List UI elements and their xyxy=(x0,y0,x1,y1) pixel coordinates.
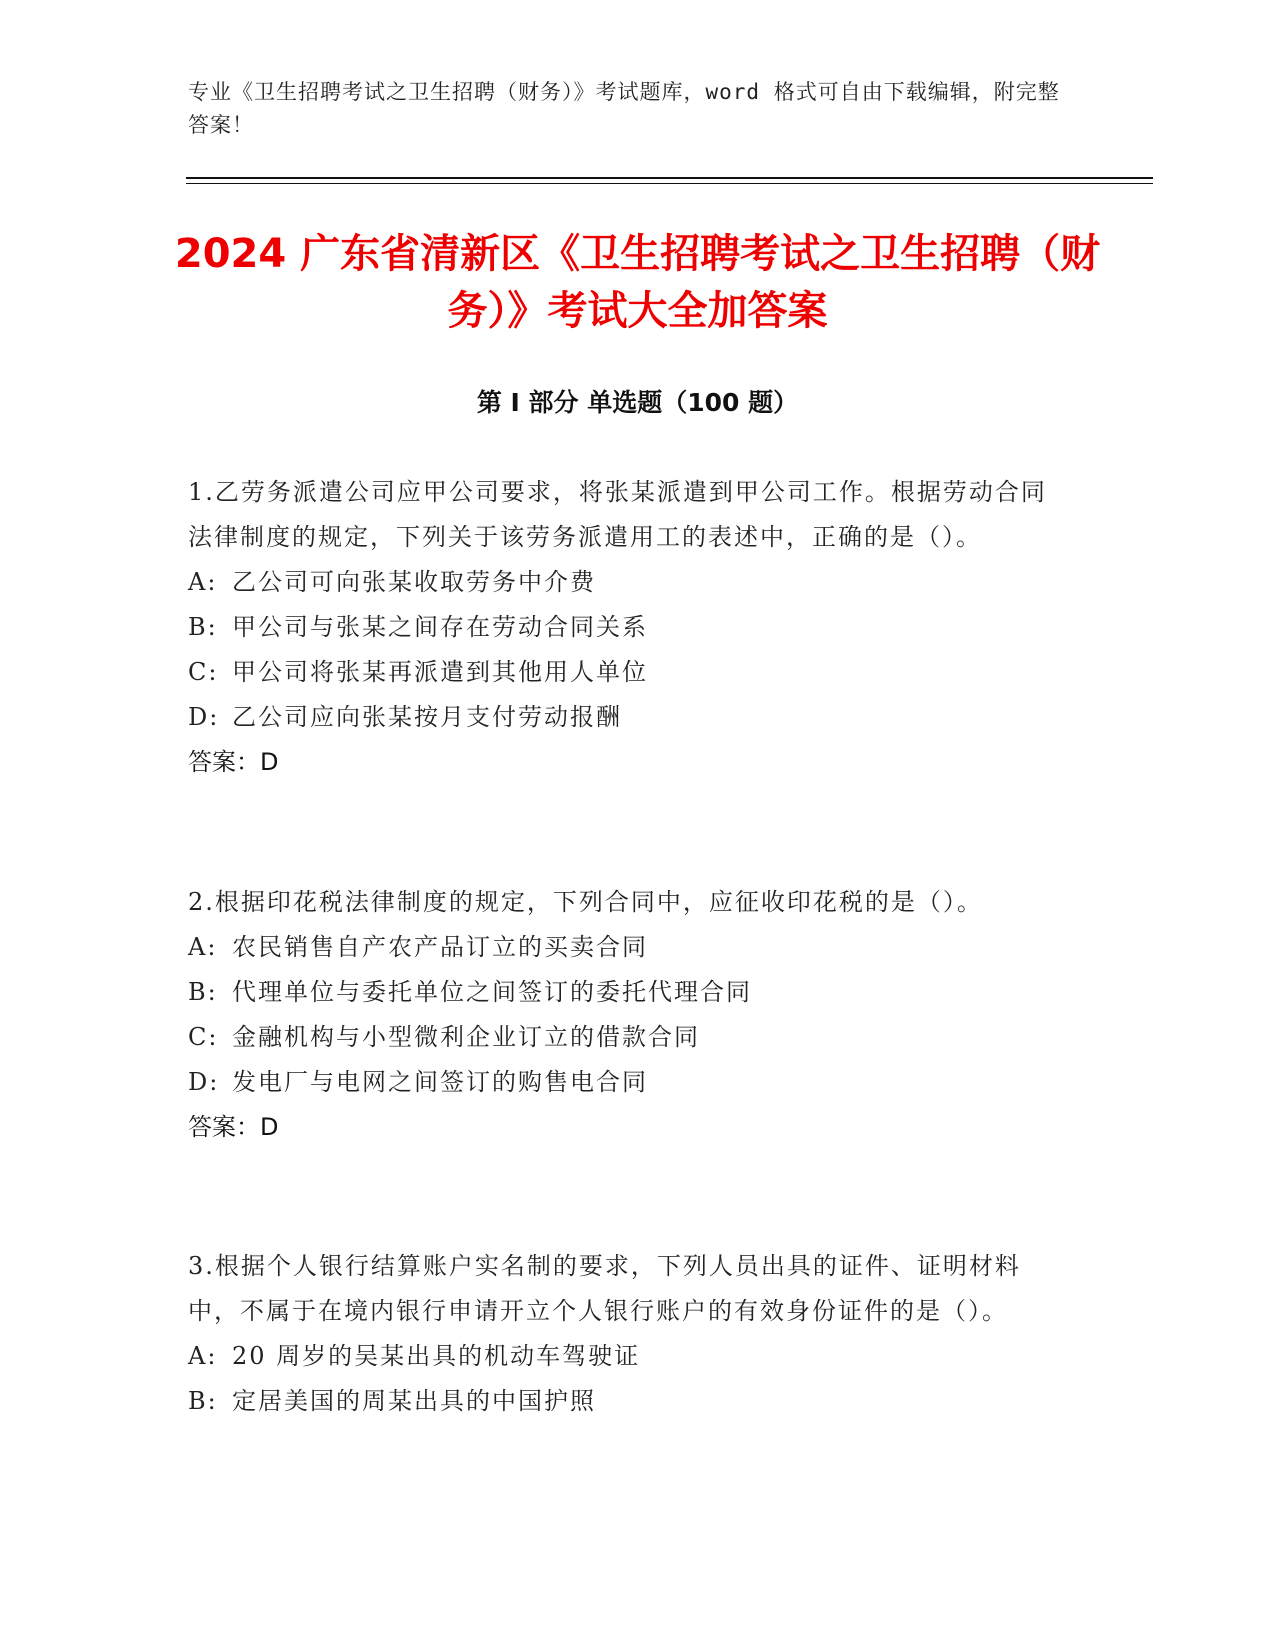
option-text: 甲公司将张某再派遣到其他用人单位 xyxy=(232,658,648,686)
option-text: 农民销售自产农产品订立的买卖合同 xyxy=(232,933,648,961)
option-text: 乙公司可向张某收取劳务中介费 xyxy=(232,568,596,596)
question-stem: 1.乙劳务派遣公司应甲公司要求，将张某派遣到甲公司工作。根据劳动合同法律制度的规定，下列关于该劳务派遣用工的表述中，正确的是（）。 xyxy=(188,478,1047,551)
option-text: 乙公司应向张某按月支付劳动报酬 xyxy=(232,703,622,731)
answer-line: 答案：D xyxy=(188,748,279,776)
header-rule-thin xyxy=(186,183,1153,184)
option-text: 定居美国的周某出具的中国护照 xyxy=(232,1387,596,1415)
option-text: 金融机构与小型微利企业订立的借款合同 xyxy=(232,1023,700,1051)
question-stem: 3.根据个人银行结算账户实名制的要求，下列人员出具的证件、证明材料中，不属于在境内银行申请开立个人银行账户的有效身份证件的是（）。 xyxy=(188,1252,1021,1325)
option-letter: B: xyxy=(188,978,218,1006)
option-letter: D: xyxy=(188,1068,220,1096)
option-c xyxy=(188,1015,1058,1060)
option-letter: B: xyxy=(188,1387,218,1415)
option-letter: A: xyxy=(188,933,218,961)
option-b xyxy=(188,605,1058,650)
option-b xyxy=(188,1379,1058,1424)
document-title: 2024 广东省清新区《卫生招聘考试之卫生招聘（财务）》考试大全加答案 xyxy=(174,231,1101,334)
option-letter: C: xyxy=(188,658,219,686)
option-letter: D: xyxy=(188,703,220,731)
option-a xyxy=(188,1334,1058,1379)
option-text: 20 周岁的吴某出具的机动车驾驶证 xyxy=(232,1342,641,1370)
option-d xyxy=(188,695,1058,740)
option-letter: C: xyxy=(188,1023,219,1051)
question-2 xyxy=(188,880,1058,1150)
option-letter: B: xyxy=(188,613,218,641)
option-c xyxy=(188,650,1058,695)
header-note: 专业《卫生招聘考试之卫生招聘（财务）》考试题库，word 格式可自由下载编辑，附完整答案！ xyxy=(188,80,1060,137)
question-3 xyxy=(188,1244,1058,1424)
question-1 xyxy=(188,470,1058,785)
option-letter: A: xyxy=(188,1342,218,1370)
option-a xyxy=(188,560,1058,605)
answer-line: 答案：D xyxy=(188,1113,279,1141)
option-text: 甲公司与张某之间存在劳动合同关系 xyxy=(232,613,648,641)
option-d xyxy=(188,1060,1058,1105)
header-rule-thick xyxy=(186,177,1153,179)
question-stem: 2.根据印花税法律制度的规定，下列合同中，应征收印花税的是（）。 xyxy=(188,888,983,916)
option-text: 代理单位与委托单位之间签订的委托代理合同 xyxy=(232,978,752,1006)
option-letter: A: xyxy=(188,568,218,596)
option-text: 发电厂与电网之间签订的购售电合同 xyxy=(232,1068,648,1096)
option-a xyxy=(188,925,1058,970)
option-b xyxy=(188,970,1058,1015)
section-heading: 第 I 部分 单选题（100 题） xyxy=(476,388,799,417)
